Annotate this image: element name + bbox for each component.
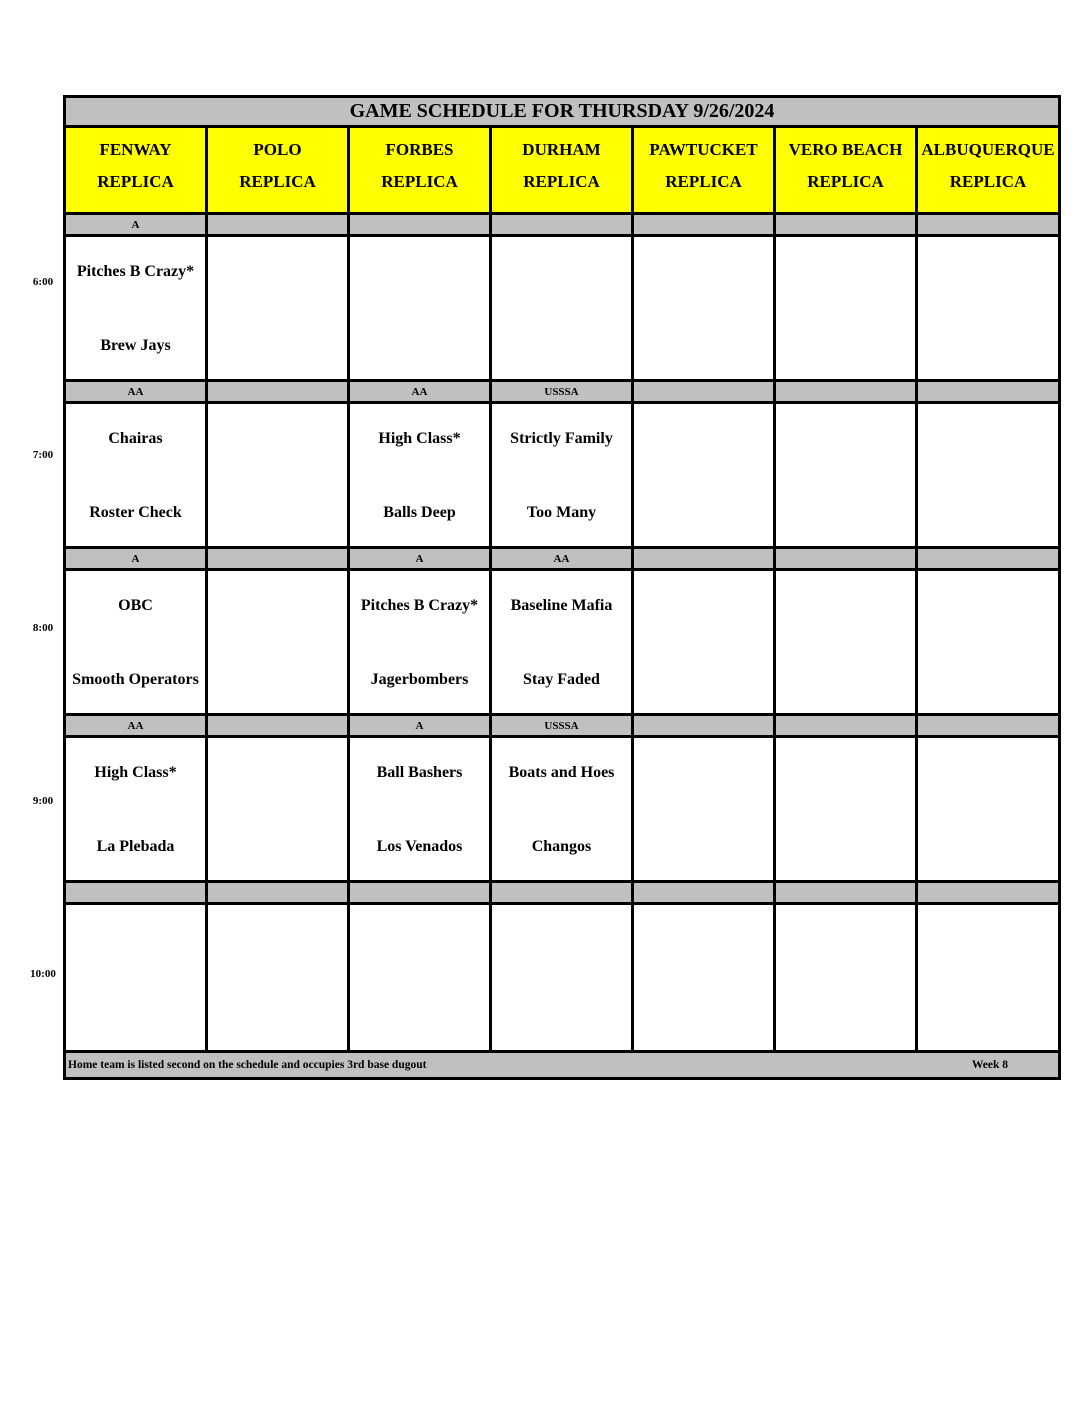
- game-row: [66, 905, 1058, 1050]
- home-team: Los Venados: [376, 838, 463, 855]
- home-team: [776, 321, 915, 371]
- home-team: [492, 321, 631, 371]
- home-team: Jagerbombers: [370, 671, 469, 688]
- division-label: [634, 716, 776, 735]
- field-name: PAWTUCKET: [649, 140, 758, 159]
- game-row: [66, 237, 1058, 382]
- time-label: 10:00: [30, 968, 56, 980]
- division-label: [208, 883, 350, 902]
- division-label: [634, 883, 776, 902]
- footer-note: Home team is listed second on the schedule and occupies 3rd base dugout: [68, 1059, 427, 1071]
- away-team: [918, 927, 1058, 953]
- game-cell: [492, 738, 634, 880]
- field-subtitle: REPLICA: [665, 172, 742, 191]
- game-cell: [208, 738, 350, 880]
- game-cell: [634, 237, 776, 379]
- division-label: [208, 549, 350, 568]
- game-cell: [776, 738, 918, 880]
- division-label: AA: [66, 716, 208, 735]
- away-team: Ball Bashers: [376, 764, 463, 781]
- home-team: [208, 321, 347, 371]
- away-team: High Class*: [94, 764, 177, 781]
- game-row: [66, 404, 1058, 549]
- schedule-title: GAME SCHEDULE FOR THURSDAY 9/26/2024: [66, 98, 1058, 128]
- game-cell: [918, 738, 1058, 880]
- division-label: [350, 883, 492, 902]
- division-label: [634, 549, 776, 568]
- away-team: [776, 760, 915, 786]
- home-team: [350, 321, 489, 371]
- home-team: [776, 822, 915, 872]
- away-team: [208, 760, 347, 786]
- home-team: [918, 655, 1058, 705]
- division-label: [776, 716, 918, 735]
- game-cell: [492, 571, 634, 713]
- away-team: [634, 927, 773, 953]
- field-name: POLO: [253, 140, 302, 159]
- away-team: [918, 760, 1058, 786]
- division-label: [634, 382, 776, 401]
- away-team: [634, 426, 773, 452]
- home-team: [208, 822, 347, 872]
- division-band: [66, 883, 1058, 905]
- field-header: [918, 128, 1058, 212]
- field-name: FENWAY: [99, 140, 172, 159]
- away-team: [208, 927, 347, 953]
- field-subtitle: REPLICA: [523, 172, 600, 191]
- division-label: A: [350, 716, 492, 735]
- away-team: [66, 927, 205, 953]
- game-cell: [776, 571, 918, 713]
- away-team: [918, 426, 1058, 452]
- home-team: Smooth Operators: [72, 671, 199, 688]
- field-header: [350, 128, 492, 212]
- home-team: [918, 321, 1058, 371]
- away-team: Chairas: [108, 430, 163, 447]
- away-team: Boats and Hoes: [508, 764, 615, 781]
- division-label: [918, 215, 1058, 234]
- game-cell: [776, 905, 918, 1050]
- time-slots: [66, 215, 1058, 1050]
- home-team: [776, 989, 915, 1039]
- home-team: [66, 989, 205, 1039]
- home-team: [634, 655, 773, 705]
- away-team: [634, 259, 773, 285]
- away-team: [918, 259, 1058, 285]
- home-team: Changos: [531, 838, 592, 855]
- field-name: ALBUQUERQUE: [921, 140, 1055, 159]
- field-header: [492, 128, 634, 212]
- field-header: [66, 128, 208, 212]
- home-team: [634, 321, 773, 371]
- game-cell: [208, 237, 350, 379]
- home-team: [208, 655, 347, 705]
- field-header: [776, 128, 918, 212]
- division-label: [918, 883, 1058, 902]
- division-label: [208, 716, 350, 735]
- field-subtitle: REPLICA: [239, 172, 316, 191]
- schedule-table: [63, 95, 1061, 1080]
- away-team: [776, 593, 915, 619]
- game-cell: [918, 571, 1058, 713]
- game-cell: [350, 404, 492, 546]
- division-label: [350, 215, 492, 234]
- game-row: [66, 738, 1058, 883]
- away-team: [918, 593, 1058, 619]
- away-team: [350, 259, 489, 285]
- away-team: [634, 593, 773, 619]
- time-label: 6:00: [32, 276, 54, 288]
- division-label: [66, 883, 208, 902]
- field-name: VERO BEACH: [788, 140, 903, 159]
- field-header-row: [66, 128, 1058, 215]
- home-team: Roster Check: [89, 504, 182, 521]
- division-label: [208, 382, 350, 401]
- time-label: 7:00: [32, 449, 54, 461]
- game-cell: [492, 404, 634, 546]
- schedule-footer: [66, 1050, 1058, 1077]
- home-team: [208, 989, 347, 1039]
- division-band: [66, 215, 1058, 237]
- away-team: Strictly Family: [510, 430, 613, 447]
- home-team: Too Many: [526, 504, 597, 521]
- game-cell: [350, 237, 492, 379]
- home-team: [350, 989, 489, 1039]
- game-cell: [918, 404, 1058, 546]
- away-team: [776, 927, 915, 953]
- home-team: [208, 488, 347, 538]
- division-label: USSSA: [492, 382, 634, 401]
- field-subtitle: REPLICA: [97, 172, 174, 191]
- away-team: [492, 259, 631, 285]
- away-team: Baseline Mafia: [510, 597, 613, 614]
- game-cell: [634, 738, 776, 880]
- division-label: [918, 382, 1058, 401]
- field-header: [208, 128, 350, 212]
- home-team: [918, 822, 1058, 872]
- game-cell: [634, 571, 776, 713]
- home-team: [776, 488, 915, 538]
- field-subtitle: REPLICA: [949, 172, 1027, 191]
- home-team: [776, 655, 915, 705]
- home-team: La Plebada: [96, 838, 175, 855]
- away-team: Pitches B Crazy*: [360, 597, 479, 614]
- game-cell: [350, 905, 492, 1050]
- away-team: Pitches B Crazy*: [76, 263, 195, 280]
- field-name: DURHAM: [522, 140, 601, 159]
- division-label: AA: [66, 382, 208, 401]
- time-label: 8:00: [32, 622, 54, 634]
- home-team: [918, 488, 1058, 538]
- game-row: [66, 571, 1058, 716]
- division-label: A: [66, 549, 208, 568]
- field-header: [634, 128, 776, 212]
- game-cell: [66, 571, 208, 713]
- game-cell: [208, 571, 350, 713]
- field-subtitle: REPLICA: [807, 172, 884, 191]
- division-label: [918, 716, 1058, 735]
- field-subtitle: REPLICA: [381, 172, 458, 191]
- game-cell: [66, 738, 208, 880]
- game-cell: [918, 905, 1058, 1050]
- division-band: [66, 549, 1058, 571]
- game-cell: [776, 404, 918, 546]
- home-team: [634, 488, 773, 538]
- game-cell: [66, 237, 208, 379]
- home-team: Balls Deep: [383, 504, 456, 521]
- home-team: Stay Faded: [523, 671, 600, 688]
- away-team: [776, 259, 915, 285]
- away-team: [492, 927, 631, 953]
- field-name: FORBES: [385, 140, 454, 159]
- game-cell: [918, 237, 1058, 379]
- division-label: A: [66, 215, 208, 234]
- game-cell: [634, 404, 776, 546]
- division-label: [918, 549, 1058, 568]
- game-cell: [492, 237, 634, 379]
- division-label: [776, 382, 918, 401]
- away-team: [634, 760, 773, 786]
- home-team: [918, 989, 1058, 1039]
- game-cell: [208, 905, 350, 1050]
- division-label: A: [350, 549, 492, 568]
- division-label: [776, 883, 918, 902]
- time-label: 9:00: [32, 795, 54, 807]
- game-cell: [350, 571, 492, 713]
- division-label: [208, 215, 350, 234]
- away-team: OBC: [118, 597, 153, 614]
- division-band: [66, 382, 1058, 404]
- game-cell: [208, 404, 350, 546]
- division-label: AA: [492, 549, 634, 568]
- division-label: [492, 883, 634, 902]
- division-label: AA: [350, 382, 492, 401]
- game-cell: [350, 738, 492, 880]
- away-team: High Class*: [378, 430, 461, 447]
- away-team: [208, 426, 347, 452]
- week-label: Week 8: [971, 1059, 1008, 1071]
- division-band: [66, 716, 1058, 738]
- away-team: [208, 593, 347, 619]
- home-team: [492, 989, 631, 1039]
- away-team: [776, 426, 915, 452]
- division-label: USSSA: [492, 716, 634, 735]
- game-cell: [66, 404, 208, 546]
- game-cell: [634, 905, 776, 1050]
- home-team: Brew Jays: [100, 337, 171, 354]
- division-label: [776, 549, 918, 568]
- game-cell: [492, 905, 634, 1050]
- game-cell: [66, 905, 208, 1050]
- division-label: [492, 215, 634, 234]
- away-team: [208, 259, 347, 285]
- division-label: [776, 215, 918, 234]
- game-cell: [776, 237, 918, 379]
- home-team: [634, 822, 773, 872]
- away-team: [350, 927, 489, 953]
- home-team: [634, 989, 773, 1039]
- division-label: [634, 215, 776, 234]
